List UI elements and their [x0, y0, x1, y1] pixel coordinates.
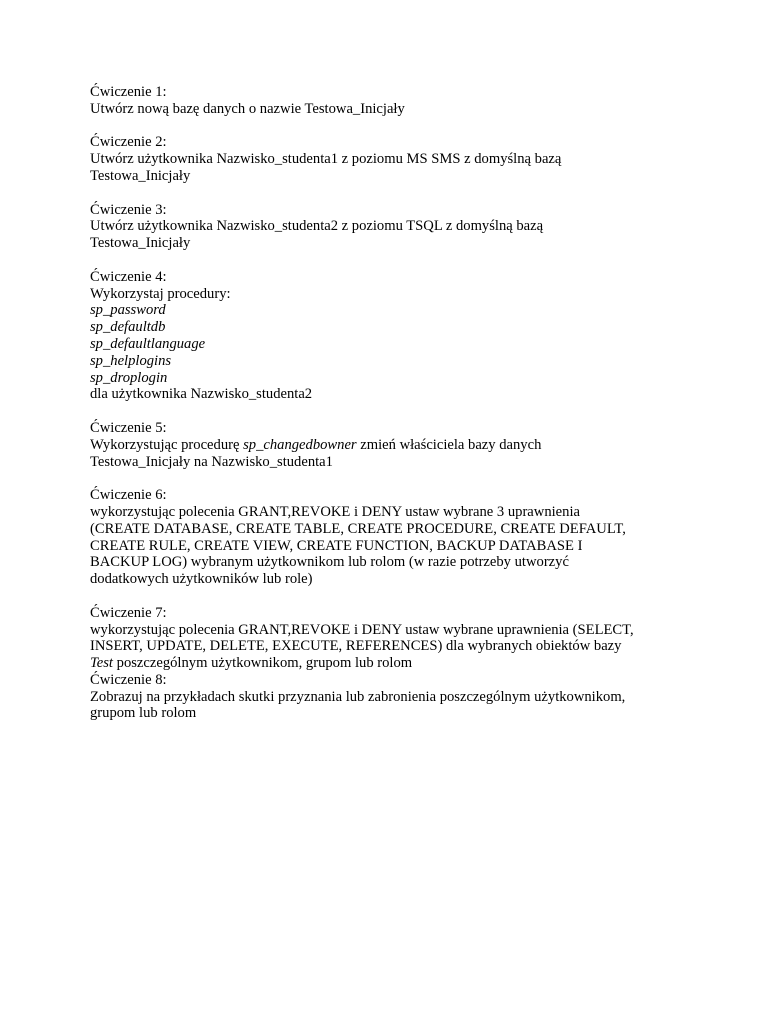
exercise-text-line	[90, 437, 700, 454]
exercise-text-segment: zmień właściciela bazy danych	[356, 436, 542, 453]
exercise-heading: Ćwiczenie 1:	[90, 84, 167, 100]
exercise-heading: Ćwiczenie 8:	[90, 671, 167, 688]
exercise-text: BACKUP LOG) wybranym użytkownikom lub rolom (w razie potrzeby utworzyć	[90, 554, 569, 571]
procedure-name: sp_defaultdb	[90, 319, 166, 336]
exercise-heading: Ćwiczenie 6:	[90, 487, 167, 504]
exercise-heading: Ćwiczenie 3:	[90, 201, 167, 218]
exercise-heading: Ćwiczenie 4:	[90, 268, 167, 285]
exercise-text: wykorzystując polecenia GRANT,REVOKE i DENY ustaw wybrane 3 uprawnienia	[90, 503, 580, 520]
exercise-5	[90, 420, 700, 470]
exercise-heading: Ćwiczenie 2:	[90, 134, 167, 151]
exercise-3	[90, 202, 700, 252]
procedure-name: sp_helplogins	[90, 352, 172, 369]
exercise-text: Utwórz użytkownika Nazwisko_studenta1 z poziomu MS SMS z domyślną bazą	[90, 151, 562, 168]
exercise-text: Testowa_Inicjały	[90, 235, 191, 252]
exercise-text: Zobrazuj na przykładach skutki przyznania lub zabronienia poszczególnym użytkownikom,	[90, 688, 626, 705]
exercise-text-segment: poszczególnym użytkownikom, grupom lub rolom	[113, 655, 413, 672]
procedure-name: sp_changedbowner	[243, 436, 357, 453]
exercise-text: dla użytkownika Nazwisko_studenta2	[90, 386, 313, 403]
exercise-heading: Ćwiczenie 7:	[90, 604, 167, 621]
exercise-text: Testowa_Inicjały	[90, 167, 191, 184]
exercise-heading: Ćwiczenie 5:	[90, 419, 167, 436]
exercise-text-line	[90, 655, 700, 672]
exercise-text: Utwórz nową bazę danych o nazwie Testowa_Inicjały	[90, 100, 405, 117]
exercise-text: Wykorzystaj procedury:	[90, 285, 231, 302]
exercise-text: wykorzystując polecenia GRANT,REVOKE i DENY ustaw wybrane uprawnienia (SELECT,	[90, 621, 634, 638]
exercise-text: grupom lub rolom	[90, 705, 197, 722]
database-name: Test	[90, 655, 113, 672]
exercise-6	[90, 487, 700, 588]
exercise-text: dodatkowych użytkowników lub role)	[90, 571, 313, 588]
procedure-name: sp_defaultlanguage	[90, 335, 206, 352]
exercise-text-segment: Wykorzystując procedurę	[90, 436, 244, 453]
exercise-text: INSERT, UPDATE, DELETE, EXECUTE, REFERENCES) dla wybranych obiektów bazy	[90, 638, 622, 655]
exercise-text: Testowa_Inicjały na Nazwisko_studenta1	[90, 453, 333, 470]
exercise-text: CREATE RULE, CREATE VIEW, CREATE FUNCTION, BACKUP DATABASE I	[90, 537, 583, 554]
procedure-name: sp_droplogin	[90, 369, 168, 386]
exercise-text: Utwórz użytkownika Nazwisko_studenta2 z poziomu TSQL z domyślną bazą	[90, 218, 544, 235]
exercise-8	[90, 672, 700, 722]
exercise-1	[90, 84, 700, 118]
document-page	[90, 84, 700, 739]
exercise-7	[90, 605, 700, 672]
procedure-name: sp_password	[90, 302, 166, 319]
exercise-4	[90, 269, 700, 403]
exercise-text: (CREATE DATABASE, CREATE TABLE, CREATE PROCEDURE, CREATE DEFAULT,	[90, 520, 626, 537]
exercise-2	[90, 134, 700, 184]
